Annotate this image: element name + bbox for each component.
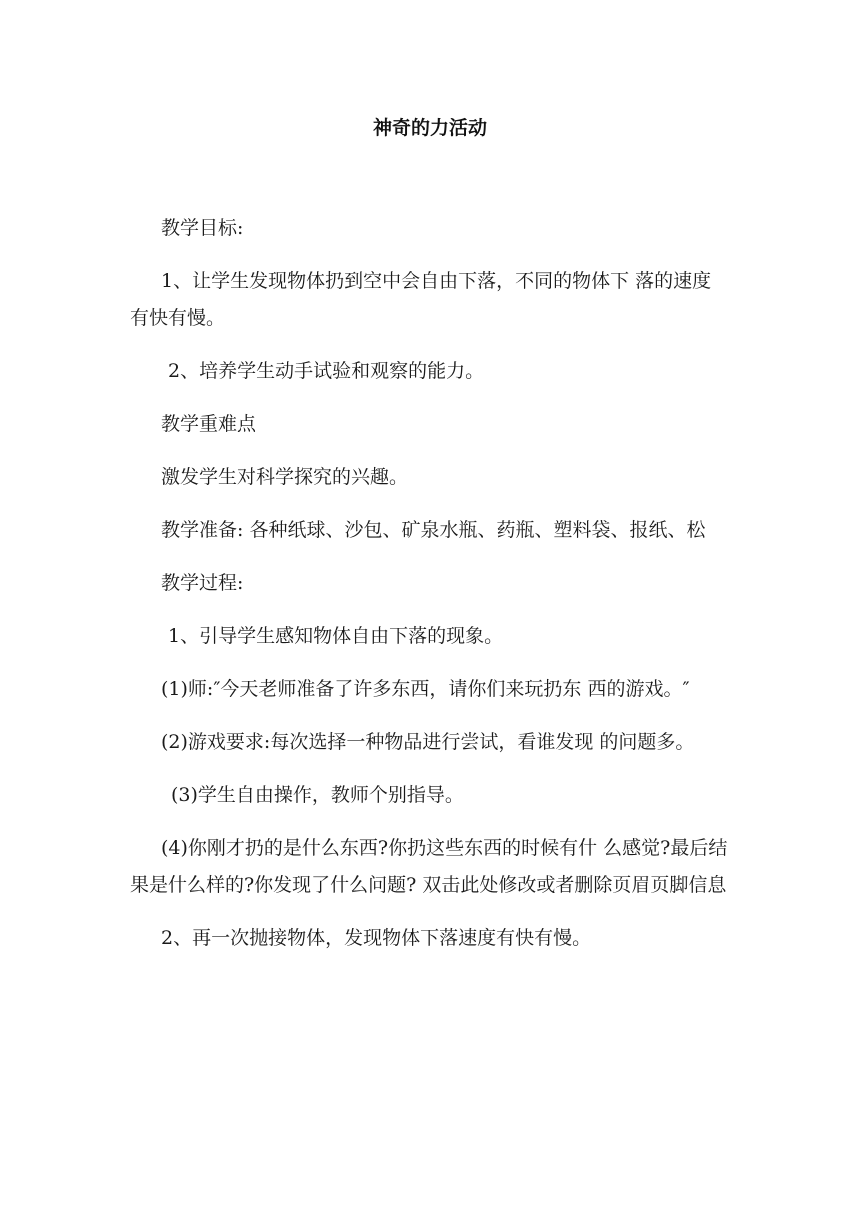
paragraph-step-1-1: (1)师:″今天老师准备了许多东西，请你们来玩扔东 西的游戏。″ — [161, 678, 690, 700]
paragraph-goal-1: 1、让学生发现物体扔到空中会自由下落，不同的物体下 落的速度有快有慢。 — [130, 270, 712, 329]
document-body — [130, 210, 730, 973]
paragraph-preparation: 教学准备: 各种纸球、沙包、矿泉水瓶、药瓶、塑料袋、报纸、松 — [161, 519, 706, 541]
paragraph-step-1-4: (4)你刚才扔的是什么东西?你扔这些东西的时候有什 么感觉?最后结果是什么样的?你发现了什么问题? 双击此处修改或者删除页眉页脚信息 — [130, 837, 728, 896]
paragraph-teaching-goals-heading: 教学目标: — [161, 217, 244, 239]
paragraph-goal-2: 2、培养学生动手试验和观察的能力。 — [168, 360, 485, 382]
paragraph-step-1-3: (3)学生自由操作，教师个别指导。 — [171, 784, 464, 806]
paragraph-step-1-2: (2)游戏要求:每次选择一种物品进行尝试，看谁发现 的问题多。 — [161, 731, 695, 753]
paragraph-key-points-heading: 教学重难点 — [161, 413, 257, 435]
paragraph-process-heading: 教学过程: — [161, 572, 244, 594]
document-title: 神奇的力活动 — [372, 117, 487, 139]
paragraph-step-1: 1、引导学生感知物体自由下落的现象。 — [168, 625, 504, 647]
paragraph-key-points: 激发学生对科学探究的兴趣。 — [161, 466, 409, 488]
paragraph-step-2: 2、再一次抛接物体，发现物体下落速度有快有慢。 — [161, 927, 592, 949]
